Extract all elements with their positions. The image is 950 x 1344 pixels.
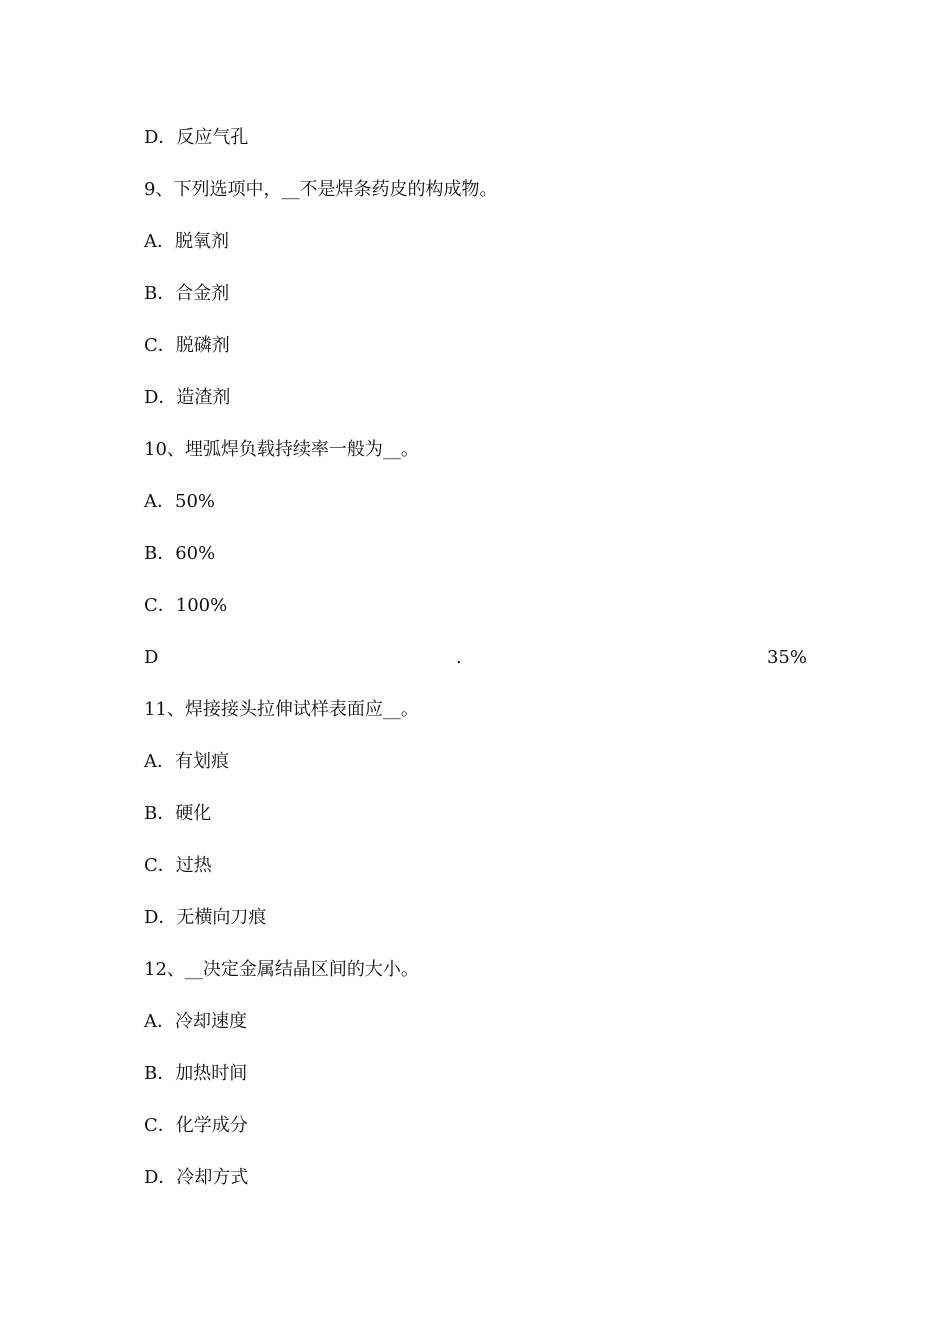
- question-12: 12、__决定金属结晶区间的大小。: [144, 959, 419, 980]
- option-a-q11: A．有划痕: [144, 751, 229, 772]
- option-b-q10: B．60%: [144, 543, 216, 564]
- option-d-q10-letter: D: [144, 647, 159, 668]
- option-c-q11: C．过热: [144, 855, 212, 876]
- option-d-q11: D．无横向刀痕: [144, 907, 267, 928]
- question-9: 9、下列选项中，__不是焊条药皮的构成物。: [144, 179, 498, 200]
- option-a-q9: A．脱氧剂: [144, 231, 229, 252]
- option-b-q9: B．合金剂: [144, 283, 230, 304]
- question-11: 11、焊接接头拉伸试样表面应__。: [144, 699, 419, 720]
- question-10: 10、埋弧焊负载持续率一般为__。: [144, 439, 419, 460]
- option-c-q9: C．脱磷剂: [144, 335, 230, 356]
- option-d-q12: D．冷却方式: [144, 1167, 249, 1188]
- option-b-q12: B．加热时间: [144, 1063, 248, 1084]
- option-c-q10: C．100%: [144, 595, 228, 616]
- option-a-q10: A．50%: [144, 491, 216, 512]
- option-d-q10-value: 35%: [766, 647, 807, 668]
- option-d-q8: D．反应气孔: [144, 127, 249, 148]
- option-c-q12: C．化学成分: [144, 1115, 248, 1136]
- option-a-q12: A．冷却速度: [144, 1011, 247, 1032]
- option-d-q10-dot: .: [456, 647, 462, 668]
- option-d-q9: D．造渣剂: [144, 387, 231, 408]
- option-b-q11: B．硬化: [144, 803, 212, 824]
